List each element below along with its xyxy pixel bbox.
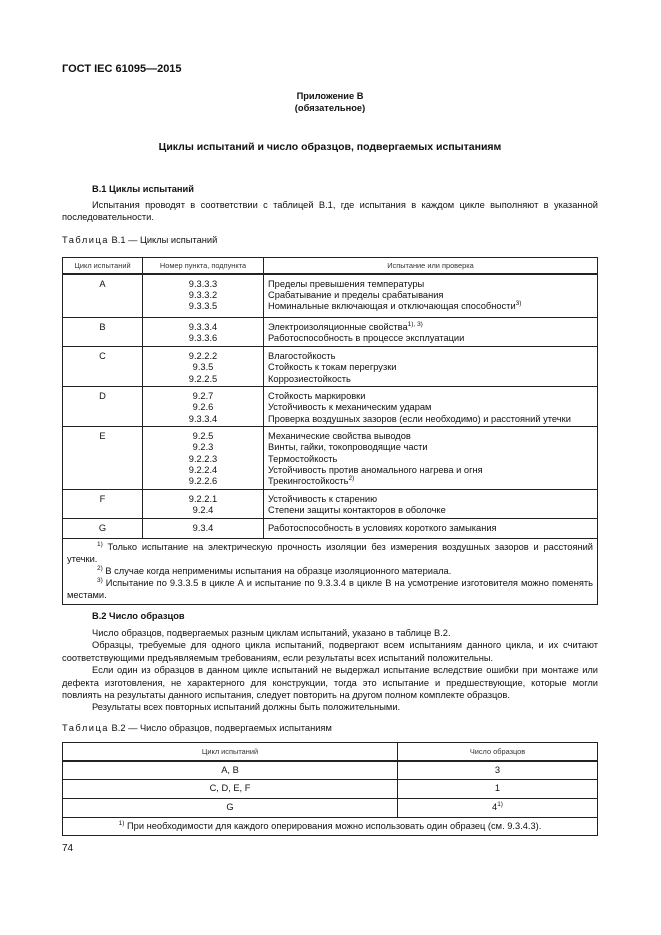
table-footnote	[63, 818, 598, 836]
test-cell	[264, 490, 598, 519]
table-row	[63, 490, 598, 519]
footnote-text: При необходимости для каждого оперирования можно использовать один образец (см. 9.3.4.3).	[124, 820, 542, 831]
test-label: Устойчивость против аномального нагрева и огня	[268, 464, 483, 475]
footnote-text: В случае когда неприменимы испытания на образце изоляционного материала.	[102, 566, 452, 576]
cycle-cell: A, B	[63, 761, 398, 780]
test-cell	[264, 347, 598, 387]
test-name	[268, 402, 593, 413]
caption-text: В.2 — Число образцов, подвергаемых испытаниям	[111, 723, 332, 733]
test-label: Степени защиты контакторов в оболочке	[268, 505, 446, 516]
test-name	[268, 431, 593, 442]
clause-number: 9.2.3	[192, 442, 214, 453]
footnote-text: Испытание по 9.3.3.5 в цикле А и испытание по 9.3.3.4 в цикле В на усмотрение изготовителя можно поменять местами.	[67, 578, 593, 600]
table2-caption	[62, 723, 332, 733]
test-name	[268, 505, 593, 516]
clause-cell	[143, 347, 264, 387]
caption-prefix: Таблица	[62, 235, 109, 245]
footnote-ref: 1), 3)	[407, 321, 423, 328]
footnote-mark: 3)	[97, 577, 103, 584]
test-label: Винты, гайки, токопроводящие части	[268, 442, 428, 453]
cycle-cell: C	[63, 347, 143, 387]
clause-number: 9.3.3.4	[188, 322, 218, 332]
test-label: Проверка воздушных зазоров (если необходимо) и расстояний утечки	[268, 413, 571, 424]
test-name	[268, 290, 593, 301]
test-label: Устойчивость к механическим ударам	[268, 402, 432, 413]
section2-heading: В.2 Число образцов	[92, 611, 185, 621]
footnote-ref: 1)	[497, 801, 503, 809]
test-label: Трекингостойкость	[268, 476, 349, 487]
paragraph: Если один из образцов в данном цикле испытаний не выдержал испытание вследствие ошибки при монтаже или дефекта изготовления, не характерного для конструкции, тогда это испытание и предшествующие, которые могли повлиять на результаты данного испытания, следует повторить на другом полном комплекте образцов.	[62, 665, 598, 701]
test-label: Стойкость маркировки	[268, 391, 366, 401]
test-name	[268, 391, 593, 402]
annex-title: Приложение В	[296, 91, 364, 101]
page-number: 74	[62, 843, 74, 854]
test-name	[268, 301, 593, 312]
test-name	[268, 362, 593, 373]
cycle-cell: F	[63, 490, 143, 519]
test-label: Срабатывание и пределы срабатывания	[268, 289, 444, 300]
clause-cell	[143, 490, 264, 519]
paragraph: Образцы, требуемые для одного цикла испытаний, подвергают всем испытаниям данного цикла, и их считают соответствующими предъявляемым требованиям, если результаты всех испытаний положительны.	[62, 640, 598, 663]
test-cycles-table	[62, 257, 598, 605]
table-row	[63, 318, 598, 347]
test-name	[268, 322, 593, 333]
clause-cell	[143, 387, 264, 427]
test-cell	[264, 427, 598, 490]
clause-number: 9.3.3.5	[188, 301, 218, 312]
test-name	[268, 476, 593, 487]
cycle-cell: G	[63, 799, 398, 818]
footnote-mark: 1)	[97, 541, 103, 548]
clause-cell	[143, 519, 264, 539]
test-label: Влагостойкость	[268, 351, 336, 361]
table-row	[63, 761, 598, 780]
footnote-mark: 2)	[97, 565, 103, 572]
clause-number: 9.2.5	[192, 431, 214, 441]
clause-number: 9.2.2.6	[188, 476, 218, 487]
clause-number: 9.2.4	[192, 505, 214, 516]
test-name	[268, 523, 593, 534]
count-value: 4	[492, 802, 498, 813]
caption-text: В.1 — Циклы испытаний	[111, 235, 218, 245]
test-label: Коррозиестойкость	[268, 373, 351, 384]
clause-cell	[143, 318, 264, 347]
table-header-row	[63, 743, 598, 761]
test-label: Механические свойства выводов	[268, 431, 411, 441]
table-row	[63, 519, 598, 539]
table-row	[63, 780, 598, 799]
test-name	[268, 414, 593, 425]
footnote	[67, 541, 593, 565]
column-header: Цикл испытаний	[63, 743, 398, 761]
table-header-row	[63, 258, 598, 274]
clause-number: 9.3.3.3	[188, 278, 218, 289]
count-value: 3	[494, 764, 501, 775]
test-label: Пределы превышения температуры	[268, 278, 425, 289]
test-name	[268, 351, 593, 362]
clause-cell	[143, 427, 264, 490]
paragraph: Испытания проводят в соответствии с таблицей В.1, где испытания в каждом цикле выполняют в указанной последовательности.	[62, 200, 598, 223]
footnote	[67, 577, 593, 601]
test-cell	[264, 387, 598, 427]
count-cell	[398, 780, 598, 799]
footnote	[67, 565, 593, 577]
cycle-cell: G	[63, 519, 143, 539]
clause-number: 9.2.2.1	[188, 494, 218, 504]
count-cell	[398, 761, 598, 780]
clause-number: 9.2.6	[192, 402, 214, 413]
footnote-ref: 3)	[515, 300, 522, 308]
cycle-cell: C, D, E, F	[63, 780, 398, 799]
column-header: Цикл испытаний	[63, 258, 143, 274]
clause-number: 9.2.2.2	[188, 351, 218, 361]
test-label: Работоспособность в процессе эксплуатации	[268, 333, 465, 344]
test-label: Термостойкость	[268, 453, 338, 464]
test-name	[268, 374, 593, 385]
annex-status: (обязательное)	[294, 103, 366, 113]
clause-number: 9.3.3.4	[188, 413, 218, 424]
test-label: Электроизоляционные свойства	[268, 322, 408, 332]
test-name	[268, 465, 593, 476]
clause-number: 9.2.2.3	[188, 453, 218, 464]
test-label: Устойчивость к старению	[268, 494, 378, 504]
footnote-text: Только испытание на электрическую прочность изоляции без измерения воздушных зазоров и расстояний утечки.	[67, 542, 593, 564]
cycle-cell: D	[63, 387, 143, 427]
test-name	[268, 494, 593, 505]
table-footnotes	[63, 539, 598, 605]
test-label: Работоспособность в условиях короткого замыкания	[268, 523, 497, 533]
clause-number: 9.3.3.2	[188, 289, 218, 300]
section1-text	[62, 199, 598, 224]
cycle-cell: E	[63, 427, 143, 490]
table1-caption	[62, 235, 217, 245]
clause-number: 9.3.3.6	[188, 333, 218, 344]
count-cell	[398, 799, 598, 818]
annex-heading: Циклы испытаний и число образцов, подвергаемых испытаниям	[158, 141, 502, 153]
test-cell	[264, 318, 598, 347]
clause-number: 9.3.4	[192, 523, 214, 533]
column-header: Испытание или проверка	[264, 258, 598, 274]
column-header: Число образцов	[398, 743, 598, 761]
count-value: 1	[494, 783, 501, 794]
test-cell	[264, 519, 598, 539]
test-label: Стойкость к токам перегрузки	[268, 362, 397, 373]
table-row	[63, 387, 598, 427]
section2-text	[62, 627, 598, 714]
table-row	[63, 347, 598, 387]
test-name	[268, 454, 593, 465]
table-row	[63, 427, 598, 490]
section1-heading: В.1 Циклы испытаний	[92, 184, 194, 194]
footnote-mark: 1)	[118, 819, 125, 827]
caption-prefix: Таблица	[62, 723, 109, 733]
sample-count-table	[62, 742, 598, 836]
cycle-cell: A	[63, 274, 143, 318]
clause-number: 9.2.2.5	[188, 373, 218, 384]
clause-number: 9.2.2.4	[188, 464, 218, 475]
test-name	[268, 442, 593, 453]
cycle-cell: B	[63, 318, 143, 347]
column-header: Номер пункта, подпункта	[143, 258, 264, 274]
standard-header: ГОСТ IEC 61095—2015	[62, 63, 182, 75]
test-name	[268, 279, 593, 290]
test-label: Номинальные включающая и отключающая способности	[268, 301, 516, 312]
clause-number: 9.3.5	[192, 362, 214, 373]
test-name	[268, 333, 593, 344]
footnote-ref: 2)	[348, 475, 355, 483]
table-row	[63, 799, 598, 818]
clause-cell	[143, 274, 264, 318]
paragraph: Число образцов, подвергаемых разным циклам испытаний, указано в таблице В.2.	[92, 628, 451, 638]
paragraph: Результаты всех повторных испытаний должны быть положительными.	[92, 702, 401, 713]
test-cell	[264, 274, 598, 318]
clause-number: 9.2.7	[192, 391, 214, 401]
table-row	[63, 274, 598, 318]
